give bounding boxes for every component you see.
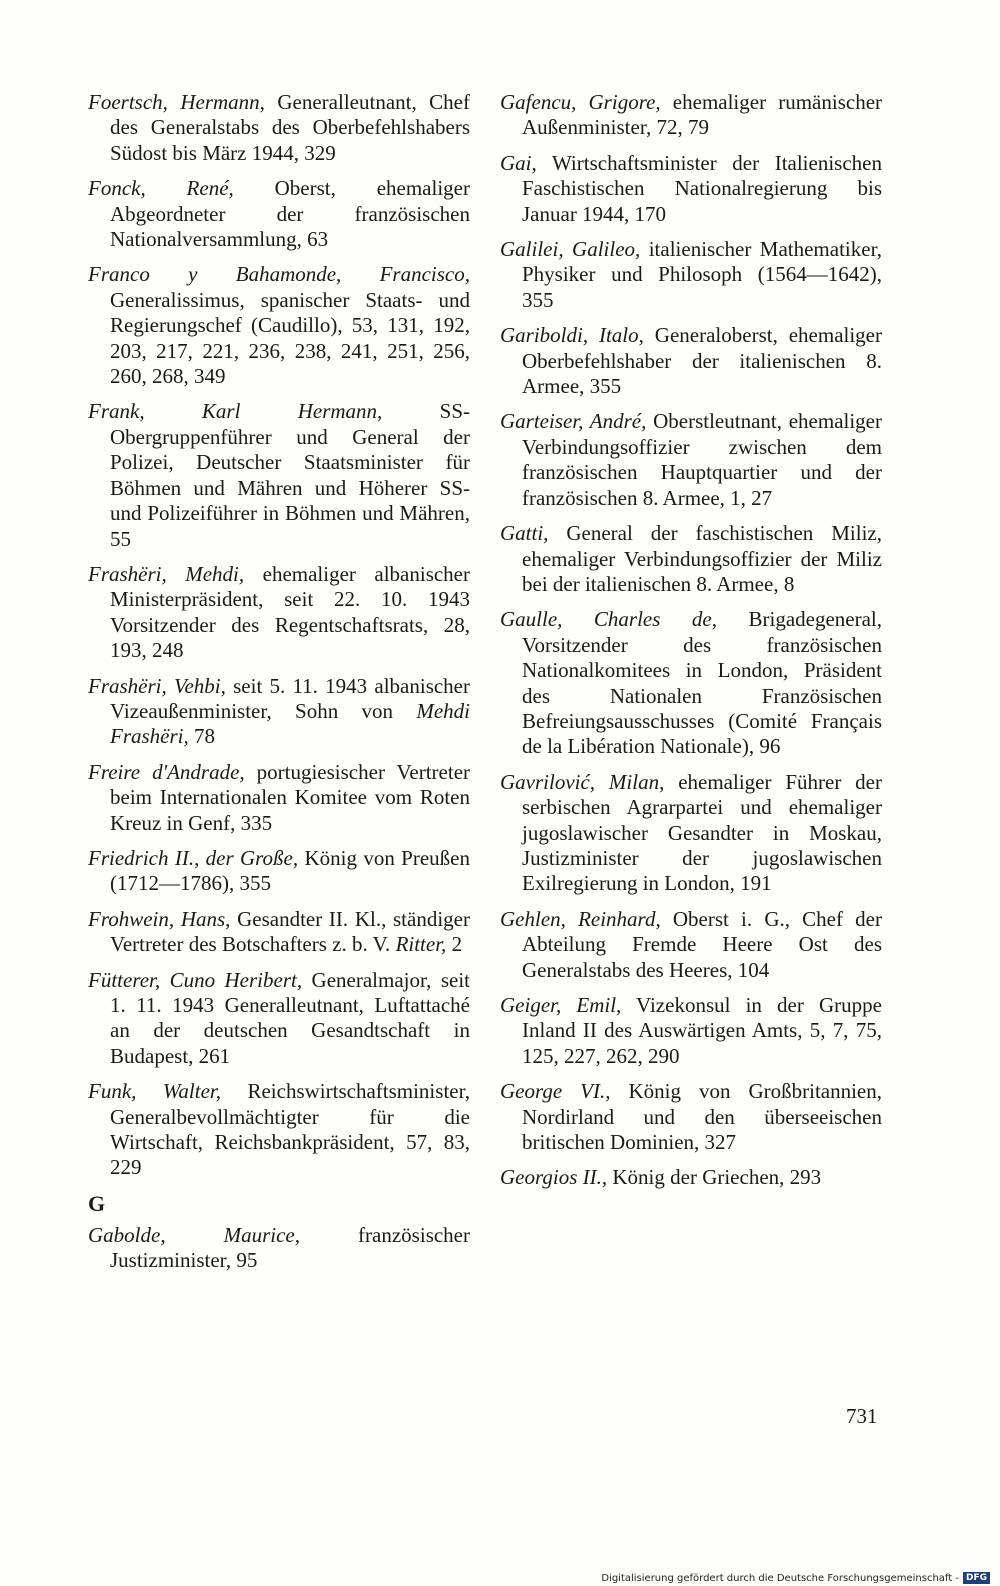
- entry-text: SS-Obergruppenführer und General der Polizei, Deutscher Staatsminister für Böhmen und Mähren und Höherer SS- und Polizeiführer in Böhmen und Mähren, 55: [110, 399, 470, 551]
- index-entry: [88, 90, 470, 166]
- entry-text: portugiesischer Vertreter beim Internationalen Komitee vom Roten Kreuz in Genf, 335: [110, 759, 471, 835]
- footer: [601, 1572, 990, 1584]
- entry-name: Funk, Walter,: [88, 1079, 222, 1104]
- index-entry: [88, 907, 470, 958]
- index-entry: [500, 993, 882, 1069]
- entry-text: König von Großbritannien, Nordirland und den überseeischen britischen Dominien, 327: [522, 1079, 883, 1155]
- footer-text: Digitalisierung gefördert durch die Deutsche Forschungsgemeinschaft -: [601, 1572, 959, 1584]
- entry-text: Gesandter II. Kl., ständiger Vertreter des Botschafters z. b. V.: [110, 906, 470, 957]
- index-entry: [500, 521, 882, 597]
- entry-text: italienischer Mathematiker, Physiker und Philosoph (1564—1642), 355: [522, 237, 882, 312]
- entry-name: Frank, Karl Hermann,: [88, 399, 383, 424]
- entry-text: Generalmajor, seit 1. 11. 1943 Generalleutnant, Luftattaché an der deutschen Gesandtschaft in Budapest, 261: [110, 967, 470, 1068]
- entry-text: Generalleutnant, Chef des Generalstabs des Oberbefehlshabers Südost bis März 1944, 329: [110, 90, 470, 165]
- index-entry: [500, 1165, 882, 1190]
- entry-name: Gariboldi, Italo,: [500, 323, 644, 348]
- entry-text: Oberstleutnant, ehemaliger Verbindungsoffizier zwischen dem französischen Hauptquartier und der französischen 8. Armee, 1, 27: [522, 409, 882, 510]
- index-entry: [88, 399, 470, 551]
- entry-text: General der faschistischen Miliz, ehemaliger Verbindungsoffizier der Miliz bei der italienischen 8. Armee, 8: [522, 521, 882, 596]
- index-entry: [88, 262, 470, 389]
- entry-reference: Mehdi Frashëri,: [110, 698, 470, 749]
- entry-name: Frashëri, Vehbi,: [88, 673, 226, 698]
- entry-text: Generaloberst, ehemaliger Oberbefehlshaber der italienischen 8. Armee, 355: [522, 323, 882, 399]
- entry-text: König der Griechen, 293: [607, 1165, 822, 1190]
- entry-name: Frohwein, Hans,: [88, 906, 231, 931]
- entry-text: Brigadegeneral, Vorsitzender des französischen Nationalkomitees in London, Präsident des Nationalen Französischen Befreiungsausschusses (Comité Français de la Libération Nationale), 96: [522, 607, 882, 759]
- entry-name: Frashëri, Mehdi,: [88, 561, 245, 586]
- entry-name: Galilei, Galileo,: [500, 237, 641, 262]
- index-entry: [88, 968, 470, 1070]
- section-letter: G: [88, 1190, 106, 1216]
- entry-text: französischer Justizminister, 95: [110, 1222, 470, 1273]
- entry-name: Franco y Bahamonde, Francisco,: [88, 262, 470, 287]
- index-entry: [500, 409, 882, 511]
- index-entry: [500, 323, 882, 399]
- entry-text: Generalissimus, spanischer Staats- und Regierungschef (Caudillo), 53, 131, 192, 203, 217, 221, 236, 238, 241, 251, 256, 260, 268, 349: [110, 287, 470, 389]
- index-entry: [88, 1223, 470, 1274]
- entry-text: ehemaliger Führer der serbischen Agrarpartei und ehemaliger jugoslawischer Gesandter in Moskau, Justizminister der jugoslawischen Exilregierung in London, 191: [522, 769, 882, 896]
- entry-name: Garteiser, André,: [500, 409, 647, 434]
- left-after-section: [88, 1223, 470, 1274]
- entry-name: Gatti,: [500, 521, 549, 546]
- entry-text: Reichswirtschaftsminister, Generalbevollmächtigter für die Wirtschaft, Reichsbankpräsident, 57, 83, 229: [110, 1079, 470, 1180]
- index-entry: [88, 1079, 470, 1181]
- entry-text: ehemaliger rumänischer Außenminister, 72, 79: [522, 90, 883, 140]
- index-entry: [88, 760, 470, 836]
- entry-name: Gafencu, Grigore,: [500, 90, 661, 114]
- entry-name: Gehlen, Reinhard,: [500, 906, 661, 931]
- left-column: [88, 90, 470, 1284]
- index-entry: [500, 1079, 882, 1155]
- entry-text: König von Preußen (1712—1786), 355: [110, 845, 470, 896]
- entry-name: Fütterer, Cuno Heribert,: [88, 967, 303, 992]
- entry-name: George VI.,: [500, 1079, 611, 1104]
- right-column: [500, 90, 882, 1201]
- right-entries: [500, 90, 882, 1191]
- entry-reference: Ritter,: [395, 932, 447, 957]
- entry-name: Gaulle, Charles de,: [500, 607, 717, 632]
- entry-name: Geiger, Emil,: [500, 993, 622, 1017]
- entry-name: Fonck, René,: [88, 176, 234, 201]
- index-entry: [500, 151, 882, 227]
- entry-text: Wirtschaftsminister der Italienischen Faschistischen Nationalregierung bis Januar 1944, 170: [522, 150, 882, 226]
- entry-name: Georgios II.,: [500, 1165, 608, 1190]
- entry-text: ehemaliger albanischer Ministerpräsident, seit 22. 10. 1943 Vorsitzender des Regentschaftsrats, 28, 193, 248: [110, 561, 470, 663]
- entry-text: Oberst i. G., Chef der Abteilung Fremde Heere Ost des Generalstabs des Heeres, 104: [522, 906, 882, 982]
- index-entry: [500, 90, 882, 141]
- left-entries: [88, 90, 470, 1181]
- index-entry: [500, 907, 882, 983]
- index-entry: [88, 674, 470, 750]
- entry-text: Vizekonsul in der Gruppe Inland II des Auswärtigen Amts, 5, 7, 75, 125, 227, 262, 290: [522, 993, 882, 1068]
- index-entry: [500, 770, 882, 897]
- entry-text: Oberst, ehemaliger Abgeordneter der französischen Nationalversammlung, 63: [110, 176, 470, 252]
- entry-name: Gabolde, Maurice,: [88, 1222, 301, 1247]
- entry-pages: 2: [446, 932, 463, 957]
- entry-name: Foertsch, Hermann,: [88, 90, 265, 114]
- entry-name: Friedrich II., der Große,: [88, 845, 299, 870]
- entry-pages: 78: [188, 724, 215, 749]
- entry-name: Freire d'Andrade,: [88, 759, 245, 784]
- entry-name: Gai,: [500, 150, 537, 175]
- dfg-logo: DFG: [963, 1572, 990, 1584]
- index-entry: [88, 846, 470, 897]
- index-entry: [88, 176, 470, 252]
- entry-name: Gavrilović, Milan,: [500, 769, 665, 794]
- index-entry: [500, 607, 882, 759]
- entry-text: seit 5. 11. 1943 albanischer Vizeaußenminister, Sohn von: [110, 673, 470, 723]
- index-entry: [500, 237, 882, 313]
- page-number: 731: [846, 1404, 878, 1428]
- index-entry: [88, 562, 470, 664]
